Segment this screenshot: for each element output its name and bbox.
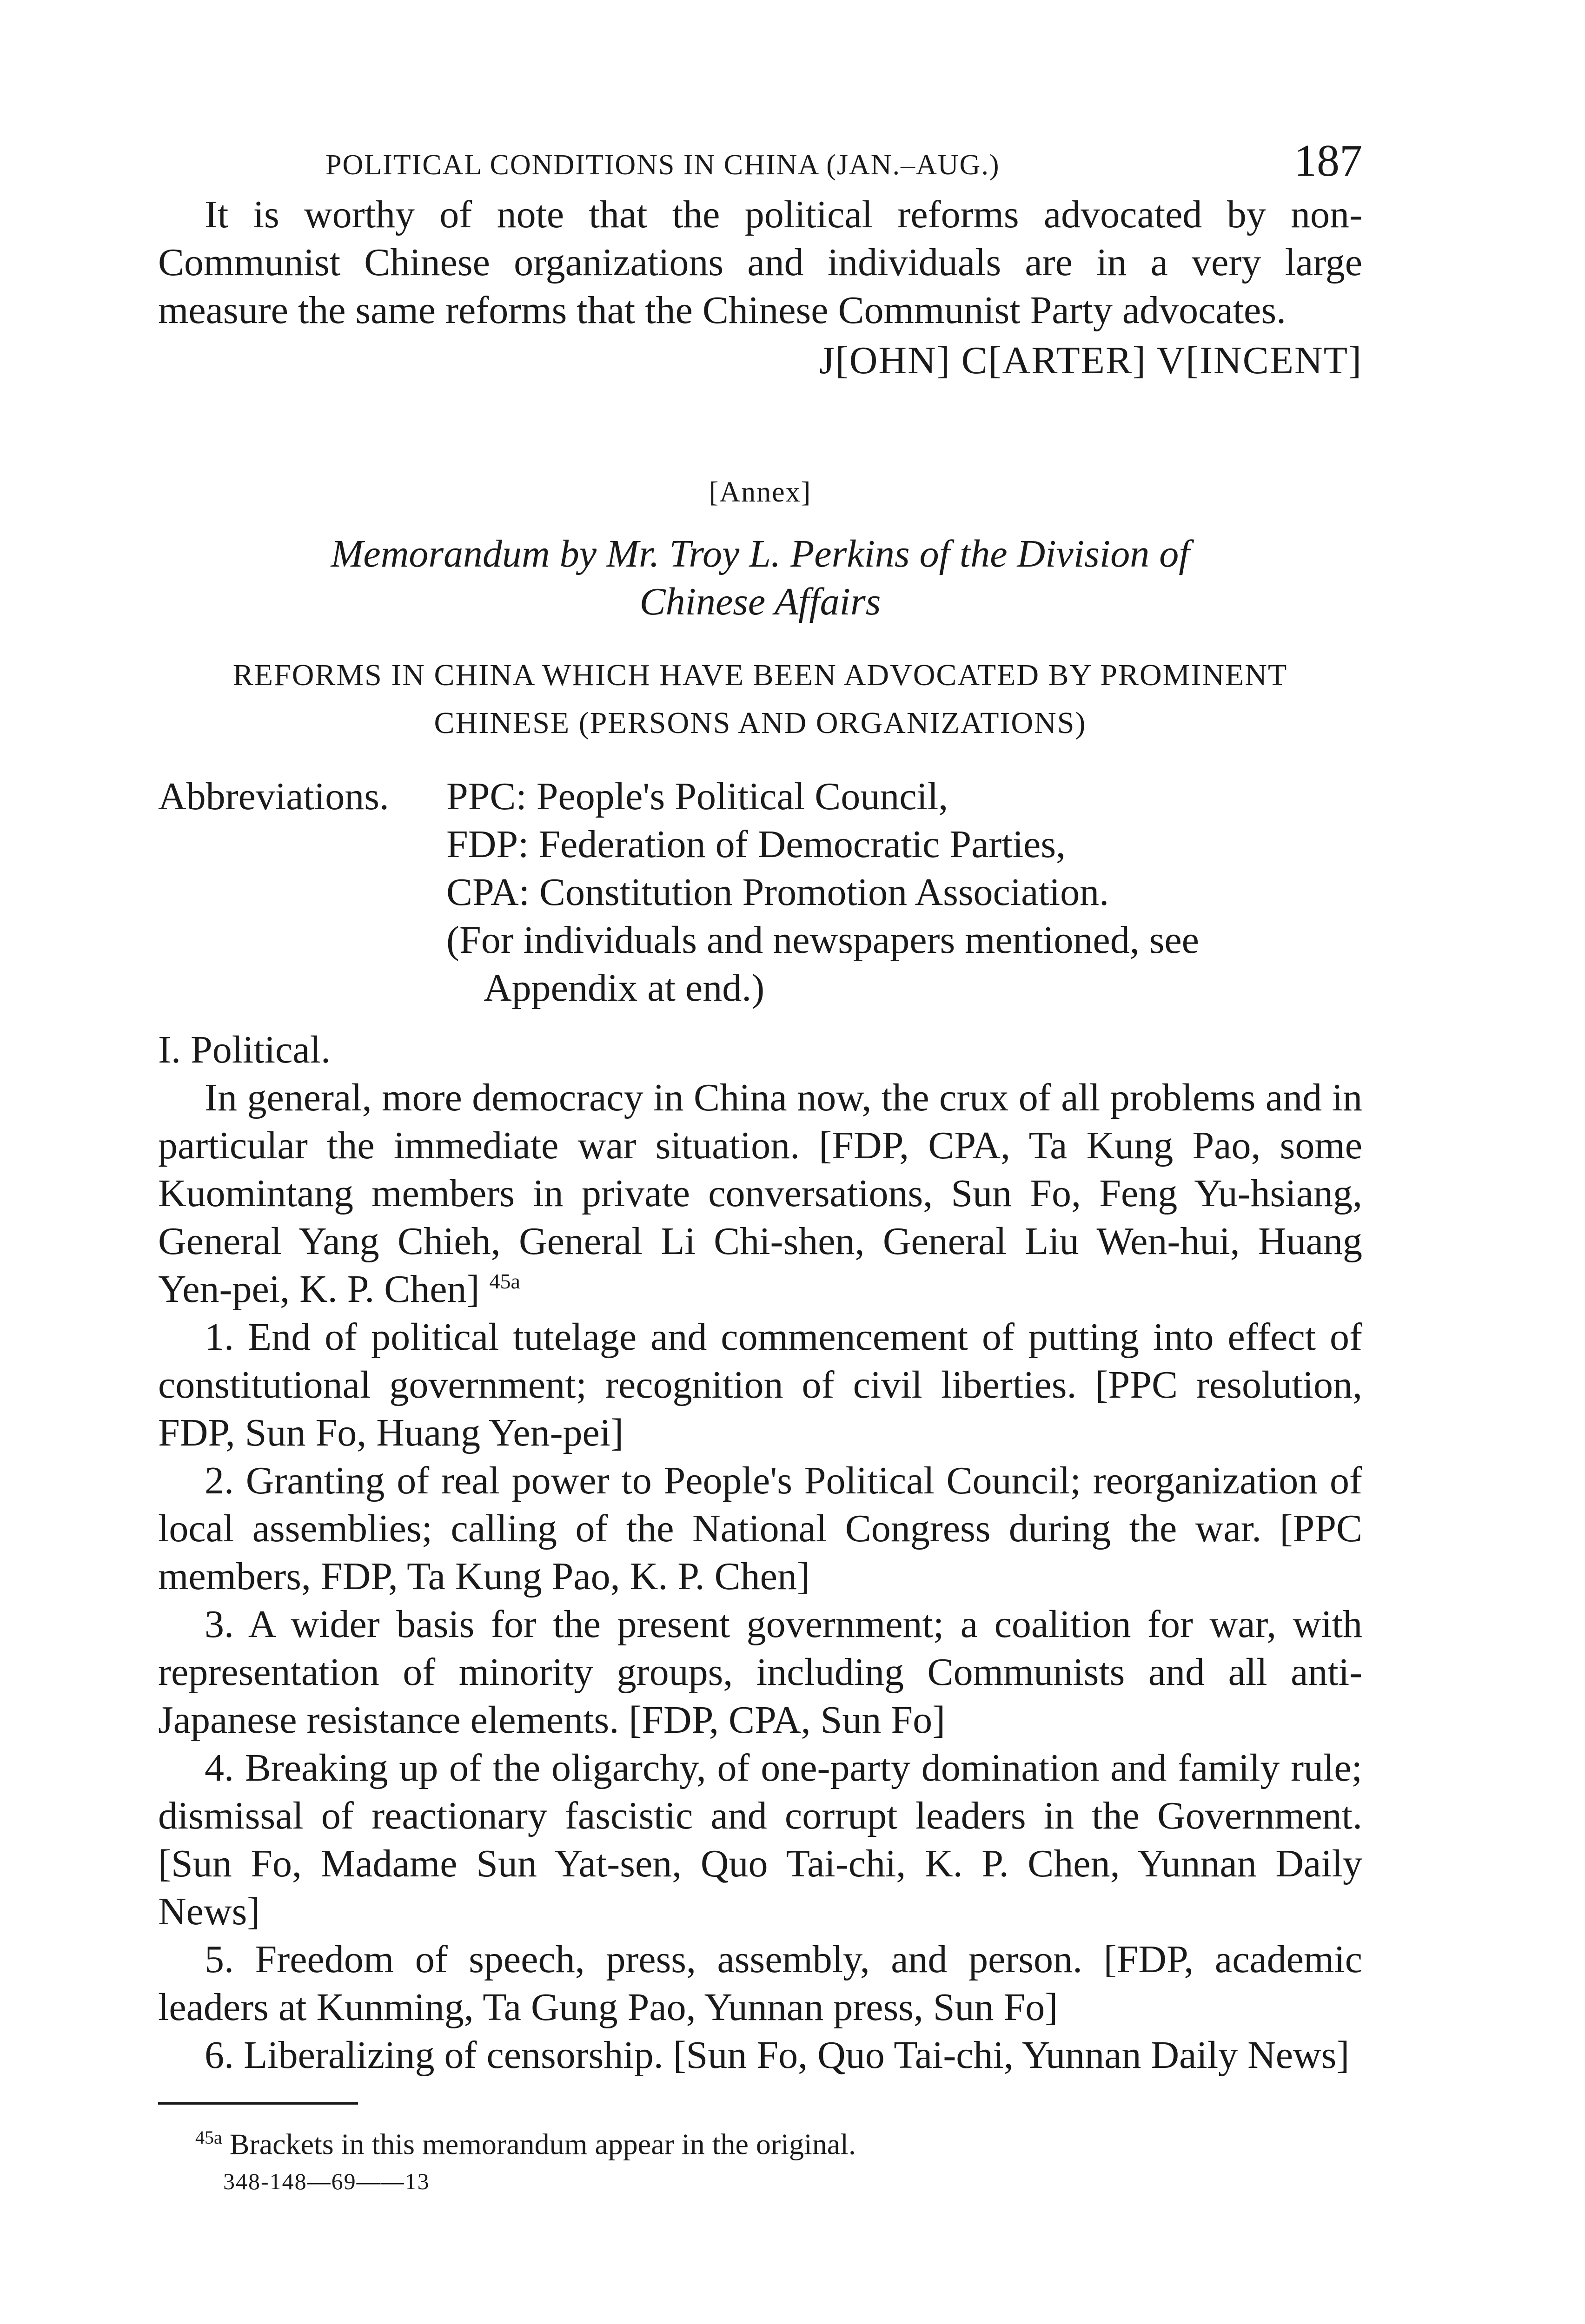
intro-paragraph: It is worthy of note that the political reforms advocated by non-Communist Chinese organizations and individuals are in a very large measure the same reforms that the Chinese Communist Party advocates. — [158, 193, 1362, 332]
abbreviations-block — [158, 772, 1362, 1012]
abbreviations-note — [446, 916, 1362, 1012]
reforms-heading-line2: CHINESE (PERSONS AND ORGANIZATIONS) — [434, 706, 1087, 740]
annex-label: [Annex] — [709, 476, 812, 508]
abbreviation-item: FDP: Federation of Democratic Parties, — [446, 823, 1066, 866]
footnote-text: Brackets in this memorandum appear in the original. — [229, 2127, 856, 2161]
abbreviations-note-line2: Appendix at end.) — [484, 966, 765, 1010]
abbreviation-item: PPC: People's Political Council, — [446, 775, 948, 818]
abbreviations-list — [446, 772, 1362, 1012]
reforms-heading-line1: REFORMS IN CHINA WHICH HAVE BEEN ADVOCATED BY PROMINENT — [232, 658, 1288, 692]
abbreviation-item: CPA: Constitution Promotion Association. — [446, 871, 1109, 914]
list-item: 4. Breaking up of the oligarchy, of one-party domination and family rule; dismissal of reactionary fascistic and corrupt leaders in the Government. [Sun Fo, Madame Sun Yat-sen, Quo Tai-chi, K. P. Chen, Yunnan Daily News] — [158, 1746, 1362, 1933]
abbreviations-note-line1: (For individuals and newspapers mentioned, see — [446, 918, 1199, 962]
page-header — [158, 135, 1362, 191]
list-item: 1. End of political tutelage and commencement of putting into effect of constitutional government; recognition of civil liberties. [PPC resolution, FDP, Sun Fo, Huang Yen-pei] — [158, 1315, 1362, 1454]
document-page — [158, 135, 1362, 2195]
page-number: 187 — [1294, 136, 1362, 186]
memo-title-line1: Memorandum by Mr. Troy L. Perkins of the Division of — [331, 532, 1190, 575]
list-item: 5. Freedom of speech, press, assembly, and person. [FDP, academic leaders at Kunming, Ta Gung Pao, Yunnan press, Sun Fo] — [158, 1938, 1362, 2029]
reforms-heading — [158, 651, 1362, 747]
footnote-marker: 45a — [195, 2127, 222, 2148]
footnote-divider — [158, 2102, 358, 2105]
memo-title-line2: Chinese Affairs — [639, 580, 881, 623]
abbreviations-label: Abbreviations. — [158, 775, 389, 818]
signature: J[OHN] C[ARTER] V[INCENT] — [819, 339, 1362, 382]
running-head: POLITICAL CONDITIONS IN CHINA (JAN.–AUG.) — [325, 149, 1000, 181]
print-code: 348-148—69——13 — [223, 2168, 430, 2195]
memo-title — [158, 530, 1362, 626]
section-heading: I. Political. — [158, 1028, 331, 1071]
footnote — [158, 2119, 1362, 2163]
general-paragraph — [158, 1074, 1362, 1313]
list-item: 3. A wider basis for the present government; a coalition for war, with representation of minority groups, including Communists and all anti-Japanese resistance elements. [FDP, CPA, Sun Fo] — [158, 1603, 1362, 1742]
list-item: 2. Granting of real power to People's Political Council; reorganization of local assemblies; calling of the National Congress during the war. [PPC members, FDP, Ta Kung Pao, K. P. Chen] — [158, 1459, 1362, 1598]
list-item: 6. Liberalizing of censorship. [Sun Fo, Quo Tai-chi, Yunnan Daily News] — [205, 2034, 1350, 2077]
footnote-reference: 45a — [489, 1269, 520, 1293]
general-text: In general, more democracy in China now, the crux of all problems and in particular the immediate war situation. [FDP, CPA, Ta Kung Pao, some Kuomintang members in private conversations, Sun Fo, Feng Yu-hsiang, General Yang Chieh, General Li Chi-shen, General Liu Wen-hui, Huang Yen-pei, K. P. Chen] — [158, 1076, 1362, 1311]
